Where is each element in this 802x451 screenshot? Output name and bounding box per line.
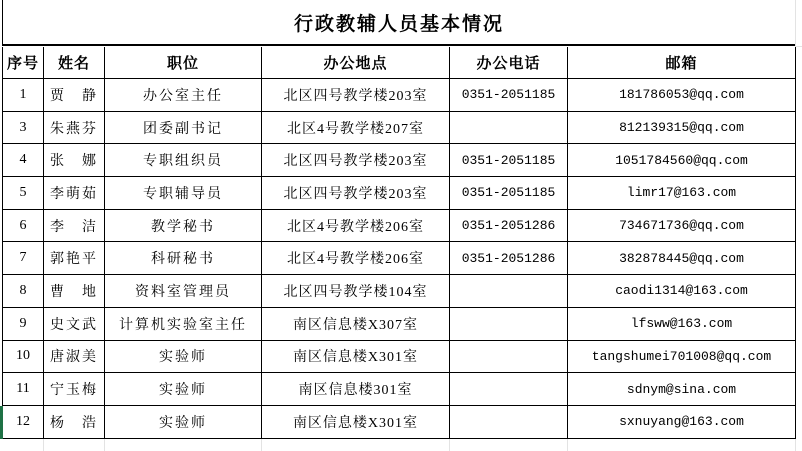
cell-phone[interactable]: 0351-2051185 [450, 144, 568, 177]
cell-position[interactable]: 实验师 [105, 373, 262, 406]
cell-location[interactable]: 北区四号教学楼203室 [262, 177, 450, 210]
cell-email[interactable]: limr17@163.com [568, 177, 796, 210]
gridline-stub-col6 [795, 439, 796, 451]
cell-email[interactable]: 734671736@qq.com [568, 209, 796, 242]
table-row [3, 144, 796, 177]
cell-email[interactable]: sdnym@sina.com [568, 373, 796, 406]
cell-no[interactable]: 10 [3, 340, 44, 373]
gridline-stub-col2 [104, 439, 105, 451]
cell-location[interactable]: 北区四号教学楼203室 [262, 79, 450, 112]
cell-location[interactable]: 南区信息楼X307室 [262, 307, 450, 340]
cell-no[interactable]: 6 [3, 209, 44, 242]
cell-no[interactable]: 1 [3, 79, 44, 112]
cell-position[interactable]: 办公室主任 [105, 79, 262, 112]
table-row [3, 111, 796, 144]
cell-position[interactable]: 实验师 [105, 405, 262, 438]
cell-position[interactable]: 教学秘书 [105, 209, 262, 242]
cell-no[interactable]: 12 [3, 405, 44, 438]
cell-email[interactable]: tangshumei701008@qq.com [568, 340, 796, 373]
header-location[interactable]: 办公地点 [262, 47, 450, 79]
header-email[interactable]: 邮箱 [568, 47, 796, 79]
header-no[interactable]: 序号 [3, 47, 44, 79]
cell-location[interactable]: 南区信息楼301室 [262, 373, 450, 406]
cell-name[interactable]: 郭艳平 [44, 242, 105, 275]
cell-phone[interactable] [450, 307, 568, 340]
cell-location[interactable]: 北区4号教学楼206室 [262, 209, 450, 242]
cell-phone[interactable] [450, 405, 568, 438]
cell-no[interactable]: 4 [3, 144, 44, 177]
cell-no[interactable]: 5 [3, 177, 44, 210]
cell-email[interactable]: sxnuyang@163.com [568, 405, 796, 438]
gridline-title-bottom-ext [796, 46, 802, 47]
cell-location[interactable]: 北区4号教学楼206室 [262, 242, 450, 275]
table-title[interactable]: 行政教辅人员基本情况 [2, 0, 795, 46]
cell-position[interactable]: 团委副书记 [105, 111, 262, 144]
cell-location[interactable]: 北区四号教学楼104室 [262, 275, 450, 308]
cell-location[interactable]: 北区四号教学楼203室 [262, 144, 450, 177]
cell-email[interactable]: lfsww@163.com [568, 307, 796, 340]
header-phone[interactable]: 办公电话 [450, 47, 568, 79]
table-row [3, 275, 796, 308]
cell-name[interactable]: 唐淑美 [44, 340, 105, 373]
cell-name[interactable]: 李萌茹 [44, 177, 105, 210]
table-row [3, 79, 796, 112]
cell-name[interactable]: 张 娜 [44, 144, 105, 177]
table-row [3, 209, 796, 242]
cell-no[interactable]: 8 [3, 275, 44, 308]
table-row [3, 340, 796, 373]
cell-email[interactable]: 382878445@qq.com [568, 242, 796, 275]
cell-name[interactable]: 杨 浩 [44, 405, 105, 438]
cell-position[interactable]: 科研秘书 [105, 242, 262, 275]
cell-phone[interactable]: 0351-2051286 [450, 242, 568, 275]
cell-location[interactable]: 北区4号教学楼207室 [262, 111, 450, 144]
header-name[interactable]: 姓名 [44, 47, 105, 79]
cell-location[interactable]: 南区信息楼X301室 [262, 340, 450, 373]
cell-phone[interactable] [450, 275, 568, 308]
cell-name[interactable]: 李 洁 [44, 209, 105, 242]
gridline-stub-col3 [261, 439, 262, 451]
cell-position[interactable]: 资料室管理员 [105, 275, 262, 308]
cell-position[interactable]: 实验师 [105, 340, 262, 373]
cell-no[interactable]: 3 [3, 111, 44, 144]
cell-email[interactable]: caodi1314@163.com [568, 275, 796, 308]
cell-name[interactable]: 朱燕芬 [44, 111, 105, 144]
header-position[interactable]: 职位 [105, 47, 262, 79]
cell-phone[interactable] [450, 373, 568, 406]
gridline-stub-col1 [43, 439, 44, 451]
selection-border-left [0, 406, 3, 439]
cell-name[interactable]: 史文武 [44, 307, 105, 340]
cell-name[interactable]: 曹 地 [44, 275, 105, 308]
cell-email[interactable]: 812139315@qq.com [568, 111, 796, 144]
cell-position[interactable]: 计算机实验室主任 [105, 307, 262, 340]
table-row [3, 373, 796, 406]
cell-email[interactable]: 1051784560@qq.com [568, 144, 796, 177]
table-row [3, 307, 796, 340]
cell-phone[interactable]: 0351-2051185 [450, 79, 568, 112]
gridline-stub-col5 [567, 439, 568, 451]
table-header-row [3, 47, 796, 79]
cell-phone[interactable] [450, 111, 568, 144]
cell-location[interactable]: 南区信息楼X301室 [262, 405, 450, 438]
cell-name[interactable]: 宁玉梅 [44, 373, 105, 406]
cell-position[interactable]: 专职辅导员 [105, 177, 262, 210]
table-body [3, 79, 796, 439]
cell-name[interactable]: 贾 静 [44, 79, 105, 112]
cell-no[interactable]: 9 [3, 307, 44, 340]
cell-position[interactable]: 专职组织员 [105, 144, 262, 177]
gridline-right-title [795, 0, 796, 47]
staff-table [2, 47, 796, 439]
cell-phone[interactable]: 0351-2051286 [450, 209, 568, 242]
cell-phone[interactable]: 0351-2051185 [450, 177, 568, 210]
cell-email[interactable]: 181786053@qq.com [568, 79, 796, 112]
table-row [3, 405, 796, 438]
table-row [3, 242, 796, 275]
table-row [3, 177, 796, 210]
cell-no[interactable]: 11 [3, 373, 44, 406]
gridline-stub-col4 [449, 439, 450, 451]
cell-no[interactable]: 7 [3, 242, 44, 275]
cell-phone[interactable] [450, 340, 568, 373]
